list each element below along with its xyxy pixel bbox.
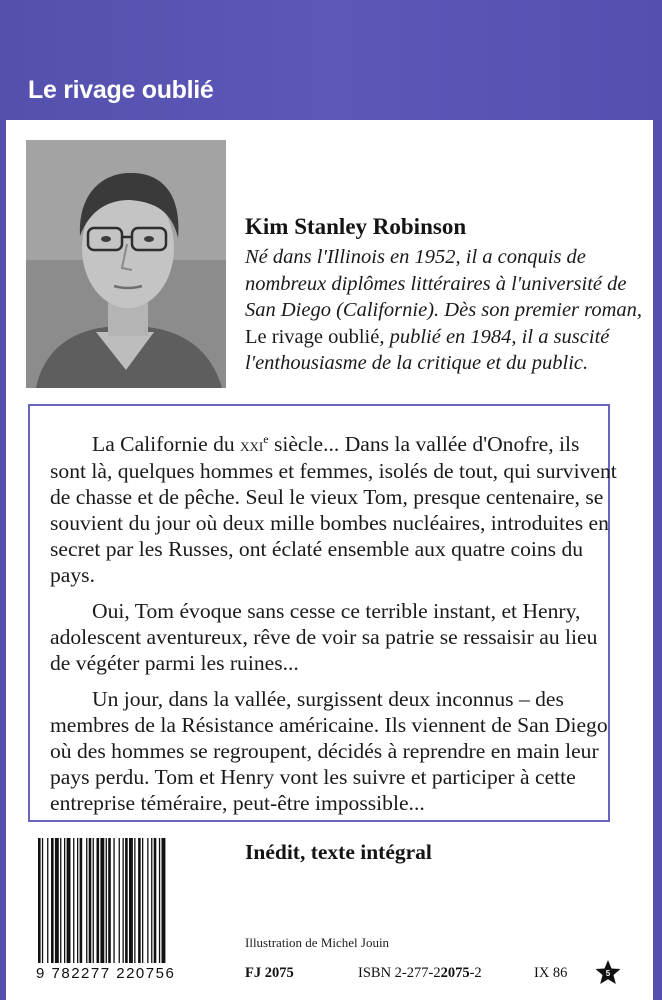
barcode-bar xyxy=(151,838,152,963)
barcode-bar xyxy=(47,838,48,963)
synopsis-paragraph-1 xyxy=(50,426,620,588)
synopsis-box xyxy=(28,404,617,822)
barcode-bar xyxy=(86,838,87,963)
barcode-bar xyxy=(55,838,59,963)
price-code: IX 86 xyxy=(534,965,568,981)
barcode-bar xyxy=(89,838,92,963)
author-bio xyxy=(245,244,645,377)
isbn xyxy=(358,965,482,982)
synopsis-text: siècle... Dans la vallée d'Onofre, ils sont là, quelques hommes et femmes, isolés de tout, qui survivent de chasse et de pêche. Seul le vieux Tom, presque centenaire, se souvient du jour où deux mille bombes nucléaires, introduites en secret par les Russes, ont éclaté ensemble aux quatre coins du pays. xyxy=(50,432,617,588)
edition-label: Inédit, texte intégral xyxy=(245,840,432,864)
author-photo xyxy=(26,140,226,388)
series-code: FJ 2075 xyxy=(245,965,294,981)
barcode-bar xyxy=(42,838,43,963)
author-name: Kim Stanley Robinson xyxy=(245,214,467,239)
barcode-bar xyxy=(129,838,133,963)
bio-text-end: , publié en 1984, il a suscité l'enthousiasme de la critique et du public. xyxy=(245,325,610,374)
barcode-bar xyxy=(51,838,54,963)
barcode-bar xyxy=(154,838,157,963)
isbn-prefix: ISBN 2-277-2 xyxy=(358,965,441,981)
bio-book-title: Le rivage oublié xyxy=(245,325,380,348)
barcode-bar xyxy=(142,838,143,963)
barcode-bar xyxy=(38,838,41,963)
barcode-bar xyxy=(80,838,83,963)
barcode-bar xyxy=(113,838,114,963)
barcode-bar xyxy=(106,838,107,963)
barcode-number: 9 782277 220756 xyxy=(36,965,176,982)
barcode-bar xyxy=(134,838,135,963)
barcode-bar xyxy=(97,838,100,963)
barcode-bar xyxy=(64,838,65,963)
barcode-bar xyxy=(73,838,74,963)
synopsis-text: La Californie du xyxy=(92,432,241,457)
barcode-bar xyxy=(93,838,94,963)
barcode-bar xyxy=(125,838,128,963)
barcode xyxy=(36,838,216,963)
barcode-bar xyxy=(123,838,124,963)
synopsis-paragraph-3: Un jour, dans la vallée, surgissent deux inconnus – des membres de la Résistance américaine. Ils viennent de San Diego où des hommes se regroupent, décidés à reprendre en main leur pays perdu. Tom et Henry vont les suivre et participer à cette entreprise téméraire, peut-être impossible... xyxy=(50,687,608,816)
barcode-bar xyxy=(67,838,71,963)
barcode-bar xyxy=(119,838,120,963)
barcode-bar xyxy=(138,838,141,963)
svg-text:5: 5 xyxy=(605,969,611,978)
century-numeral: xxi xyxy=(240,435,264,456)
book-title: Le rivage oublié xyxy=(28,76,214,104)
barcode-bar xyxy=(159,838,160,963)
star-icon xyxy=(594,958,622,986)
barcode-bar xyxy=(60,838,61,963)
bio-text: Né dans l'Illinois en 1952, il a conquis de nombreux diplômes littéraires à l'université de San Diego (Californie). Dès son premier roman, xyxy=(245,246,643,321)
barcode-bar xyxy=(108,838,111,963)
illustration-credit: Illustration de Michel Jouin xyxy=(245,935,390,950)
century-superscript: e xyxy=(263,432,269,446)
barcode-bar xyxy=(77,838,78,963)
synopsis-paragraph-2: Oui, Tom évoque sans cesse ce terrible instant, et Henry, adolescent aventureux, rêve de voir sa patrie se ressaisir au lieu de végéter parmi les ruines... xyxy=(50,599,598,676)
content-panel xyxy=(6,120,653,1000)
barcode-bar xyxy=(162,838,166,963)
barcode-bar xyxy=(100,838,104,963)
isbn-suffix: -2 xyxy=(469,965,482,981)
barcode-bar xyxy=(147,838,148,963)
isbn-number: 2075 xyxy=(440,965,470,981)
